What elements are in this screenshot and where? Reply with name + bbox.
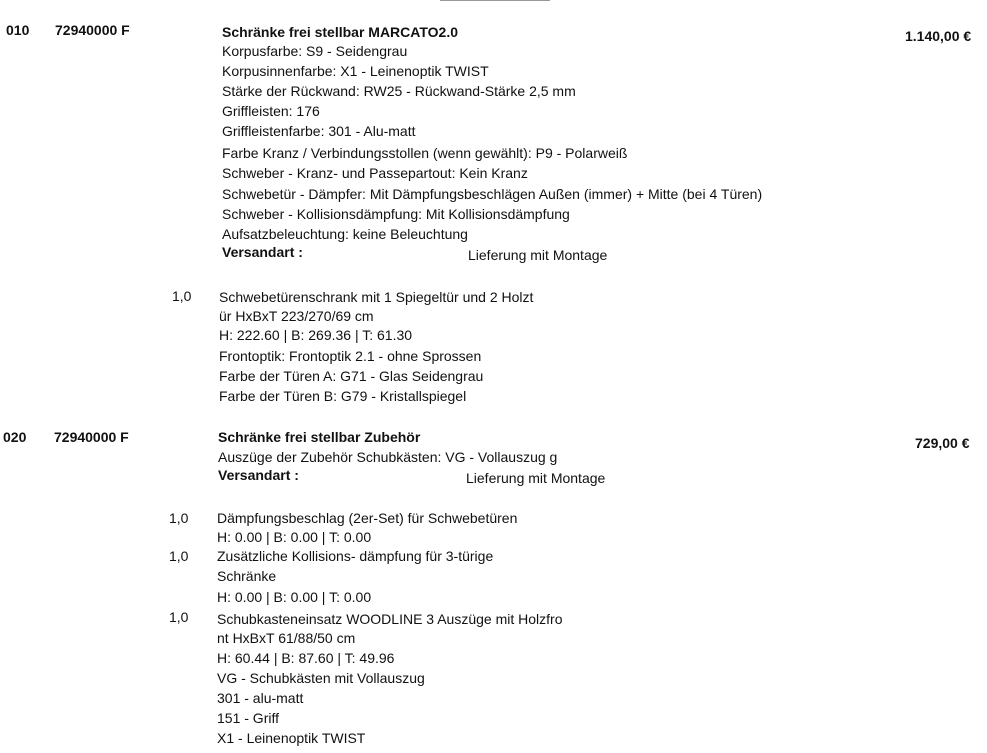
shipping-value: Lieferung mit Montage [468, 247, 608, 263]
item-title: Schränke frei stellbar MARCATO2.0 [222, 24, 459, 40]
subitem-line: VG - Schubkästen mit Vollauszug [217, 670, 425, 686]
shipping-value: Lieferung mit Montage [466, 470, 606, 486]
position-number: 020 [3, 429, 27, 445]
top-edge-rule [440, 0, 550, 1]
article-number: 72940000 F [55, 22, 130, 38]
subitem-line: Zusätzliche Kollisions- dämpfung für 3-türige [217, 548, 494, 564]
subitem-line: H: 60.44 | B: 87.60 | T: 49.96 [217, 650, 395, 666]
subitem-line: H: 0.00 | B: 0.00 | T: 0.00 [217, 589, 372, 605]
detail-line: Griffleisten: 176 [222, 103, 320, 119]
subitem-line: Frontoptik: Frontoptik 2.1 - ohne Sprossen [219, 348, 482, 364]
subitem-line: H: 222.60 | B: 269.36 | T: 61.30 [219, 327, 413, 343]
detail-line: Schweber - Kollisionsdämpfung: Mit Kollisionsdämpfung [222, 206, 570, 222]
detail-line: Farbe Kranz / Verbindungsstollen (wenn gewählt): P9 - Polarweiß [222, 145, 628, 161]
item-title: Schränke frei stellbar Zubehör [218, 429, 421, 445]
detail-line: Aufsatzbeleuchtung: keine Beleuchtung [222, 226, 468, 242]
subitem-line: Schränke [217, 568, 277, 584]
detail-line: Auszüge der Zubehör Schubkästen: VG - Vollauszug g [218, 449, 558, 465]
quantity: 1,0 [172, 288, 192, 304]
detail-line: Schweber - Kranz- und Passepartout: Kein Kranz [222, 165, 528, 181]
quantity: 1,0 [169, 609, 189, 625]
position-number: 010 [6, 22, 30, 38]
quantity: 1,0 [169, 510, 189, 526]
subitem-line: Farbe der Türen B: G79 - Kristallspiegel [219, 388, 467, 404]
subitem-line: ür HxBxT 223/270/69 cm [219, 308, 374, 324]
item-price: 1.140,00 € [905, 28, 972, 44]
detail-line: Stärke der Rückwand: RW25 - Rückwand-Stärke 2,5 mm [222, 83, 576, 99]
detail-line: Korpusfarbe: S9 - Seidengrau [222, 43, 408, 59]
subitem-line: Schwebetürenschrank mit 1 Spiegeltür und 2 Holzt [219, 289, 534, 305]
quantity: 1,0 [169, 548, 189, 564]
subitem-line: nt HxBxT 61/88/50 cm [217, 630, 356, 646]
article-number: 72940000 F [54, 429, 129, 445]
subitem-line: X1 - Leinenoptik TWIST [217, 730, 366, 746]
subitem-line: 301 - alu-matt [217, 690, 304, 706]
subitem-line: 151 - Griff [217, 710, 279, 726]
item-price: 729,00 € [915, 435, 970, 451]
subitem-line: Farbe der Türen A: G71 - Glas Seidengrau [219, 368, 484, 384]
subitem-line: Dämpfungsbeschlag (2er-Set) für Schwebetüren [217, 510, 518, 526]
shipping-label: Versandart : [218, 467, 299, 483]
shipping-label: Versandart : [222, 244, 303, 260]
detail-line: Korpusinnenfarbe: X1 - Leinenoptik TWIST [222, 63, 489, 79]
detail-line: Griffleistenfarbe: 301 - Alu-matt [222, 123, 416, 139]
detail-line: Schwebetür - Dämpfer: Mit Dämpfungsbeschlägen Außen (immer) + Mitte (bei 4 Türen) [222, 186, 763, 202]
subitem-line: H: 0.00 | B: 0.00 | T: 0.00 [217, 529, 372, 545]
subitem-line: Schubkasteneinsatz WOODLINE 3 Auszüge mit Holzfro [217, 611, 563, 627]
